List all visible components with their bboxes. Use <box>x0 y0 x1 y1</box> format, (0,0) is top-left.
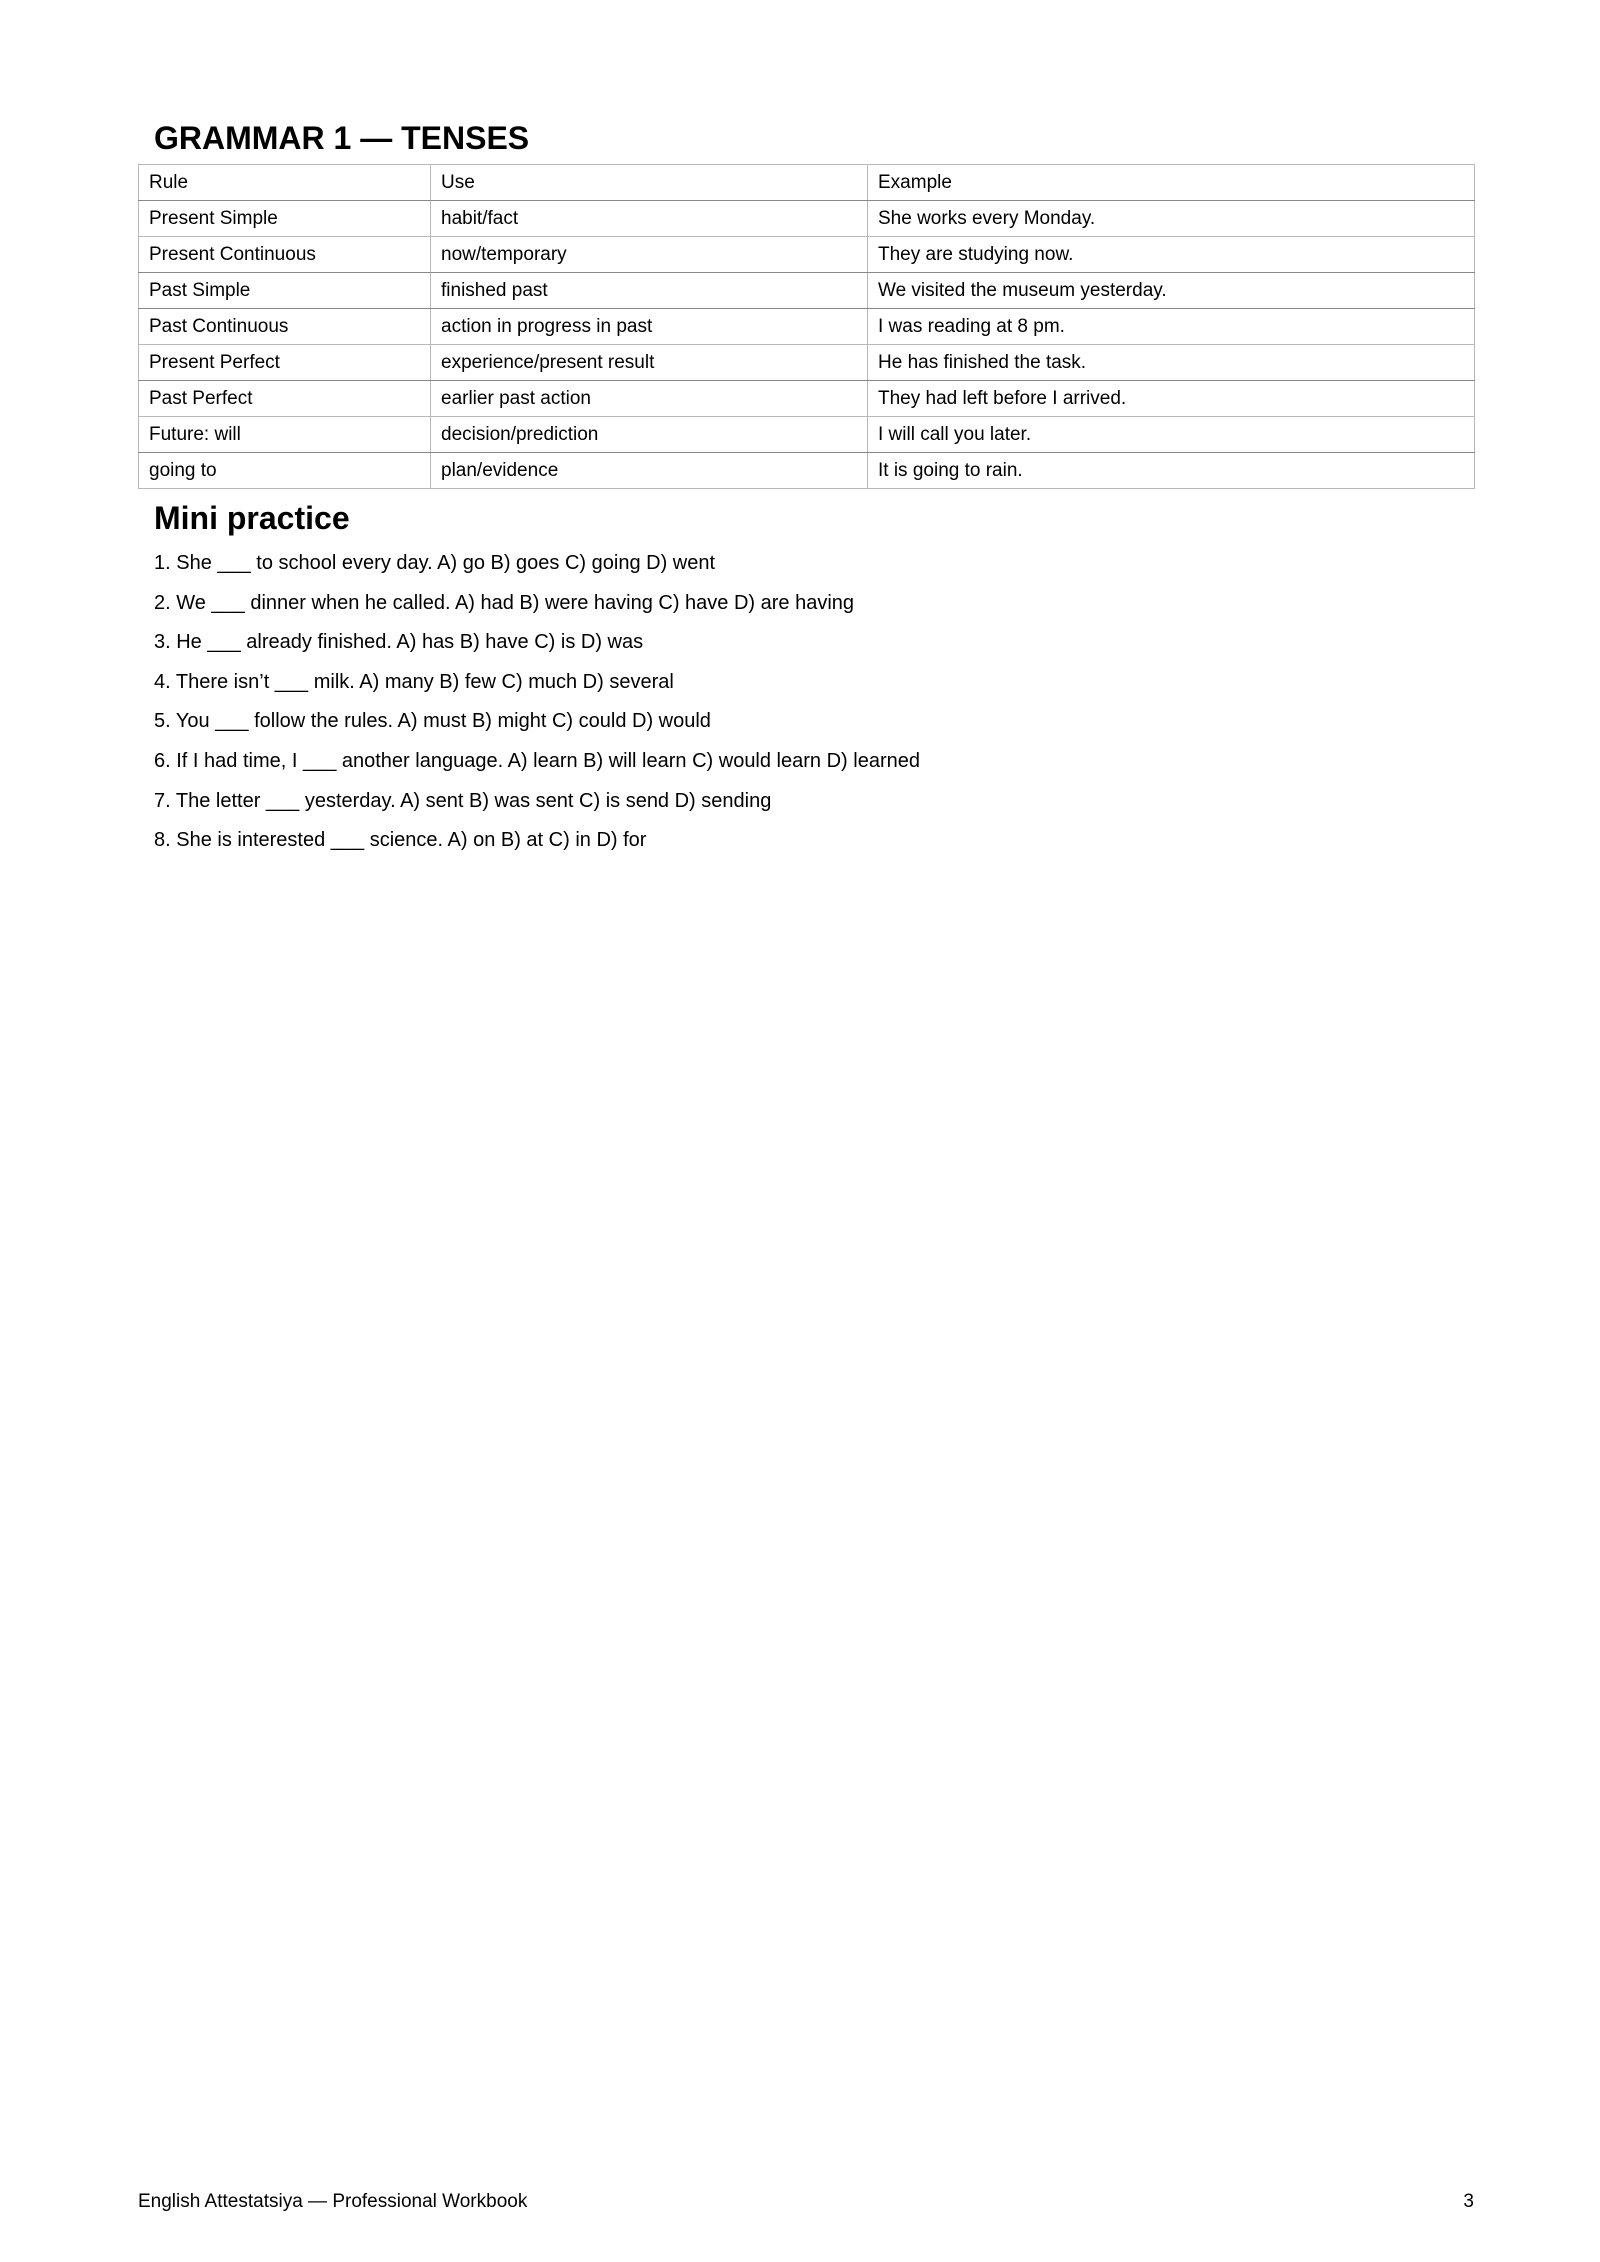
table-cell-use: now/temporary <box>431 237 868 273</box>
practice-item: 5. You ___ follow the rules. A) must B) might C) could D) would <box>154 710 711 733</box>
table-cell-example: I will call you later. <box>868 417 1475 453</box>
table-cell-example: She works every Monday. <box>868 201 1475 237</box>
table-cell-example: They are studying now. <box>868 237 1475 273</box>
table-cell-use: action in progress in past <box>431 309 868 345</box>
practice-item: 2. We ___ dinner when he called. A) had B) were having C) have D) are having <box>154 591 855 614</box>
tenses-table <box>138 164 1475 489</box>
table-cell-example: He has finished the task. <box>868 345 1475 381</box>
practice-item: 1. She ___ to school every day. A) go B) goes C) going D) went <box>154 552 716 574</box>
table-cell-example: It is going to rain. <box>868 453 1475 489</box>
practice-item: 7. The letter ___ yesterday. A) sent B) was sent C) is send D) sending <box>154 789 772 812</box>
table-row <box>139 381 1475 417</box>
practice-list <box>154 549 920 866</box>
table-row <box>139 453 1475 489</box>
column-header-use: Use <box>431 165 868 201</box>
table-cell-rule: Future: will <box>139 417 431 453</box>
table-cell-use: earlier past action <box>431 381 868 417</box>
table-row <box>139 309 1475 345</box>
table-row <box>139 417 1475 453</box>
table-row <box>139 237 1475 273</box>
table-cell-use: plan/evidence <box>431 453 868 489</box>
table-cell-use: experience/present result <box>431 345 868 381</box>
table-cell-rule: Present Simple <box>139 201 431 237</box>
table-row <box>139 273 1475 309</box>
table-cell-example: They had left before I arrived. <box>868 381 1475 417</box>
table-row <box>139 345 1475 381</box>
table-cell-rule: Present Perfect <box>139 345 431 381</box>
table-cell-rule: Past Simple <box>139 273 431 309</box>
table-cell-example: We visited the museum yesterday. <box>868 273 1475 309</box>
table-cell-example: I was reading at 8 pm. <box>868 309 1475 345</box>
table-cell-use: finished past <box>431 273 868 309</box>
page-title: GRAMMAR 1 — TENSES <box>154 120 530 156</box>
column-header-rule: Rule <box>139 165 431 201</box>
practice-item: 8. She is interested ___ science. A) on B) at C) in D) for <box>154 829 647 852</box>
practice-item: 6. If I had time, I ___ another language. A) learn B) will learn C) would learn D) learned <box>154 749 920 772</box>
practice-heading: Mini practice <box>154 500 350 536</box>
table-cell-rule: Past Continuous <box>139 309 431 345</box>
footer-page-number: 3 <box>1463 2191 1474 2212</box>
practice-item: 3. He ___ already finished. A) has B) have C) is D) was <box>154 631 644 654</box>
table-cell-use: habit/fact <box>431 201 868 237</box>
table-row <box>139 201 1475 237</box>
column-header-example: Example <box>868 165 1475 201</box>
table-cell-use: decision/prediction <box>431 417 868 453</box>
footer-workbook-title: English Attestatsiya — Professional Workbook <box>138 2191 528 2212</box>
table-cell-rule: going to <box>139 453 431 489</box>
table-cell-rule: Past Perfect <box>139 381 431 417</box>
table-cell-rule: Present Continuous <box>139 237 431 273</box>
table-header-row <box>139 165 1475 201</box>
practice-item: 4. There isn’t ___ milk. A) many B) few C) much D) several <box>154 670 674 693</box>
